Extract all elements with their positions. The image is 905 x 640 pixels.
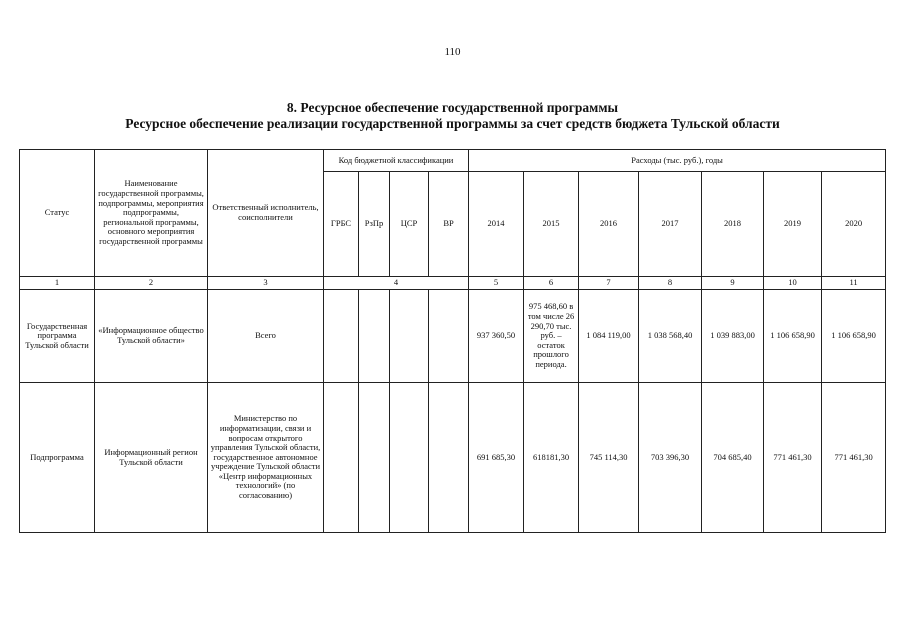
value-cell: 771 461,30 xyxy=(764,383,822,533)
value-cell: 771 461,30 xyxy=(822,383,886,533)
value-cell: 937 360,50 xyxy=(469,290,524,383)
column-number: 4 xyxy=(324,277,469,290)
resource-table xyxy=(19,149,886,533)
status-cell: Подпрограмма xyxy=(20,383,95,533)
header-name: Наименование государственной программы, подпрограммы, мероприятия подпрограммы, региональной программы, основного мероприятия государственной программы xyxy=(95,150,208,277)
csr-cell xyxy=(390,290,429,383)
vr-cell xyxy=(429,290,469,383)
header-expenses: Расходы (тыс. руб.), годы xyxy=(469,150,886,172)
header-year: 2014 xyxy=(469,172,524,277)
column-number: 9 xyxy=(702,277,764,290)
header-vr: ВР xyxy=(429,172,469,277)
document-subtitle: Ресурсное обеспечение реализации государственной программы за счет средств бюджета Тульской области xyxy=(125,116,780,131)
value-cell: 1 106 658,90 xyxy=(764,290,822,383)
header-year: 2018 xyxy=(702,172,764,277)
executor-cell: Всего xyxy=(208,290,324,383)
column-number: 1 xyxy=(20,277,95,290)
column-number: 10 xyxy=(764,277,822,290)
name-cell: Информационный регион Тульской области xyxy=(95,383,208,533)
table-row xyxy=(20,290,886,383)
value-cell: 704 685,40 xyxy=(702,383,764,533)
value-cell: 1 084 119,00 xyxy=(579,290,639,383)
header-executor: Ответственный исполнитель, соисполнители xyxy=(208,150,324,277)
table-row xyxy=(20,383,886,533)
header-kbk: Код бюджетной классификации xyxy=(324,150,469,172)
value-cell: 1 038 568,40 xyxy=(639,290,702,383)
column-number: 11 xyxy=(822,277,886,290)
csr-cell xyxy=(390,383,429,533)
column-number: 3 xyxy=(208,277,324,290)
header-year: 2015 xyxy=(524,172,579,277)
header-year: 2019 xyxy=(764,172,822,277)
header-csr: ЦСР xyxy=(390,172,429,277)
column-number: 5 xyxy=(469,277,524,290)
value-cell: 1 039 883,00 xyxy=(702,290,764,383)
rzpr-cell xyxy=(359,290,390,383)
document-title: 8. Ресурсное обеспечение государственной программы xyxy=(286,100,619,115)
header-rzpr: РзПр xyxy=(359,172,390,277)
rzpr-cell xyxy=(359,383,390,533)
header-status: Статус xyxy=(20,150,95,277)
value-cell: 691 685,30 xyxy=(469,383,524,533)
header-year: 2016 xyxy=(579,172,639,277)
value-cell: 618181,30 xyxy=(524,383,579,533)
name-cell: «Информационное общество Тульской области» xyxy=(95,290,208,383)
executor-cell: Министерство по информатизации, связи и вопросам открытого управления Тульской области, государственное автономное учреждение Тульской области «Центр информационных технологий» (по согласованию) xyxy=(208,383,324,533)
header-year: 2017 xyxy=(639,172,702,277)
value-cell: 745 114,30 xyxy=(579,383,639,533)
vr-cell xyxy=(429,383,469,533)
page-number: 110 xyxy=(444,46,461,58)
value-cell: 703 396,30 xyxy=(639,383,702,533)
header-grbs: ГРБС xyxy=(324,172,359,277)
value-cell: 975 468,60 в том числе 26 290,70 тыс. руб. – остаток прошлого периода. xyxy=(524,290,579,383)
header-year: 2020 xyxy=(822,172,886,277)
grbs-cell xyxy=(324,290,359,383)
status-cell: Государственная программа Тульской области xyxy=(20,290,95,383)
column-number: 2 xyxy=(95,277,208,290)
column-number: 8 xyxy=(639,277,702,290)
grbs-cell xyxy=(324,383,359,533)
value-cell: 1 106 658,90 xyxy=(822,290,886,383)
column-number: 7 xyxy=(579,277,639,290)
column-number: 6 xyxy=(524,277,579,290)
